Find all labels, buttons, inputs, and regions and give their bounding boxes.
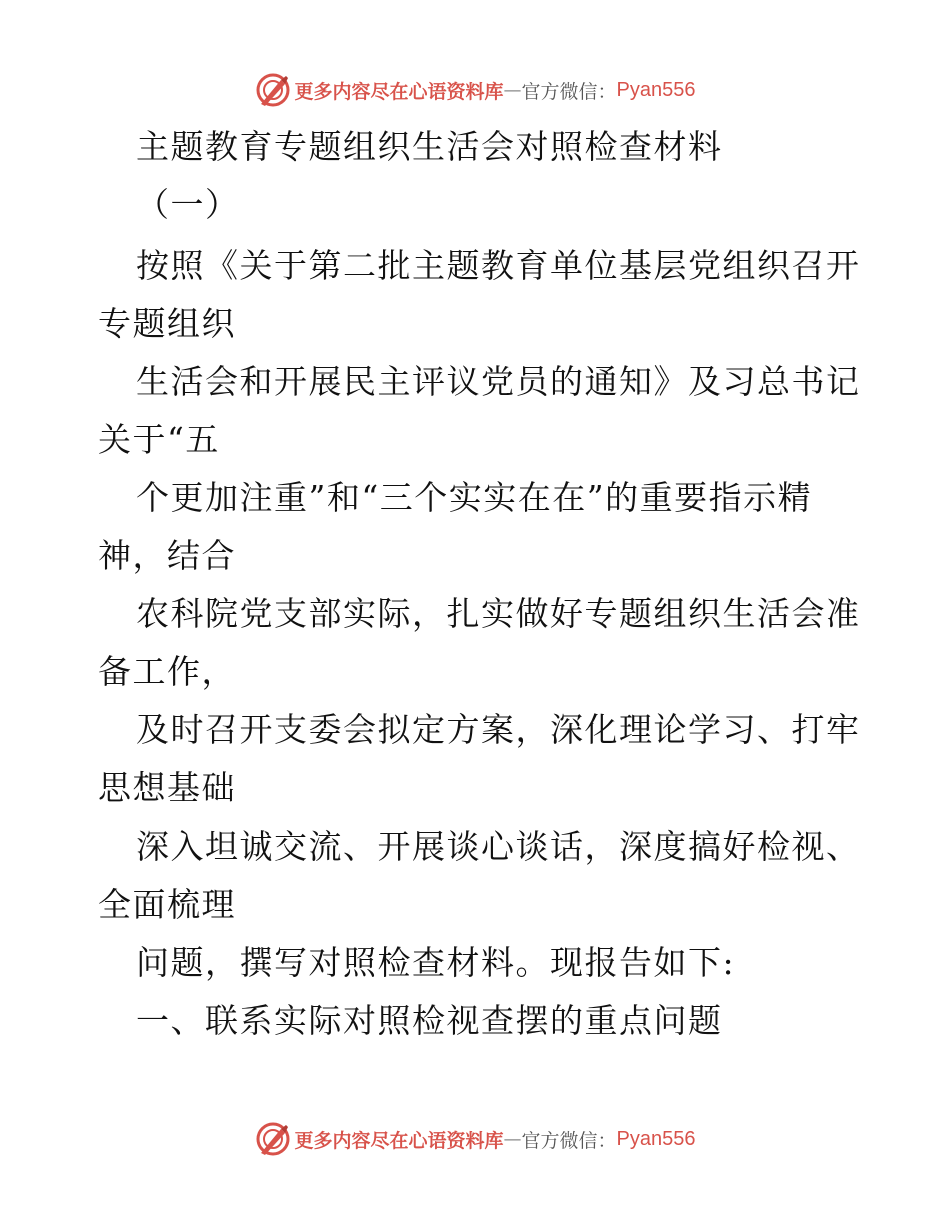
- footer-banner: [0, 1119, 950, 1159]
- pen-logo-icon: [255, 1121, 291, 1157]
- header-banner: [0, 70, 950, 110]
- paragraph-line: 全面梳理: [98, 885, 236, 924]
- paragraph-line: 深入坦诚交流、开展谈心谈话，深度搞好检视、: [136, 827, 861, 866]
- paragraph-line: 及时召开支委会拟定方案，深化理论学习、打牢: [136, 710, 861, 749]
- header-banner-dash: —: [503, 79, 522, 101]
- paragraph-line: 按照《关于第二批主题教育单位基层党组织召开: [136, 246, 861, 285]
- header-banner-text: 更多内容尽在心语资料库: [294, 80, 504, 103]
- footer-banner-label: 官方微信：: [521, 1129, 617, 1152]
- section-heading: 一、联系实际对照检视查摆的重点问题: [136, 1001, 723, 1040]
- paragraph-line: 关于“五: [98, 420, 220, 459]
- paragraph-line: 备工作，: [98, 652, 236, 691]
- footer-banner-text: 更多内容尽在心语资料库: [294, 1129, 504, 1152]
- paragraph-line: 神，结合: [98, 536, 236, 575]
- paragraph-line: 个更加注重”和“三个实实在在”的重要指示精: [136, 478, 813, 517]
- header-banner-label: 官方微信：: [521, 80, 617, 103]
- pen-logo-icon: [255, 72, 291, 108]
- paragraph-line: 农科院党支部实际，扎实做好专题组织生活会准: [136, 594, 861, 633]
- paragraph-line: 专题组织: [98, 304, 236, 343]
- header-banner-wechat-id: Pyan556: [616, 78, 696, 101]
- footer-banner-dash: —: [503, 1128, 522, 1150]
- document-number: （一）: [136, 185, 240, 224]
- paragraph-line: 思想基础: [98, 768, 236, 807]
- paragraph-line: 问题，撰写对照检查材料。现报告如下:: [136, 943, 736, 982]
- document-title: 主题教育专题组织生活会对照检查材料: [136, 127, 723, 166]
- footer-banner-wechat-id: Pyan556: [616, 1127, 696, 1150]
- paragraph-line: 生活会和开展民主评议党员的通知》及习总书记: [136, 362, 861, 401]
